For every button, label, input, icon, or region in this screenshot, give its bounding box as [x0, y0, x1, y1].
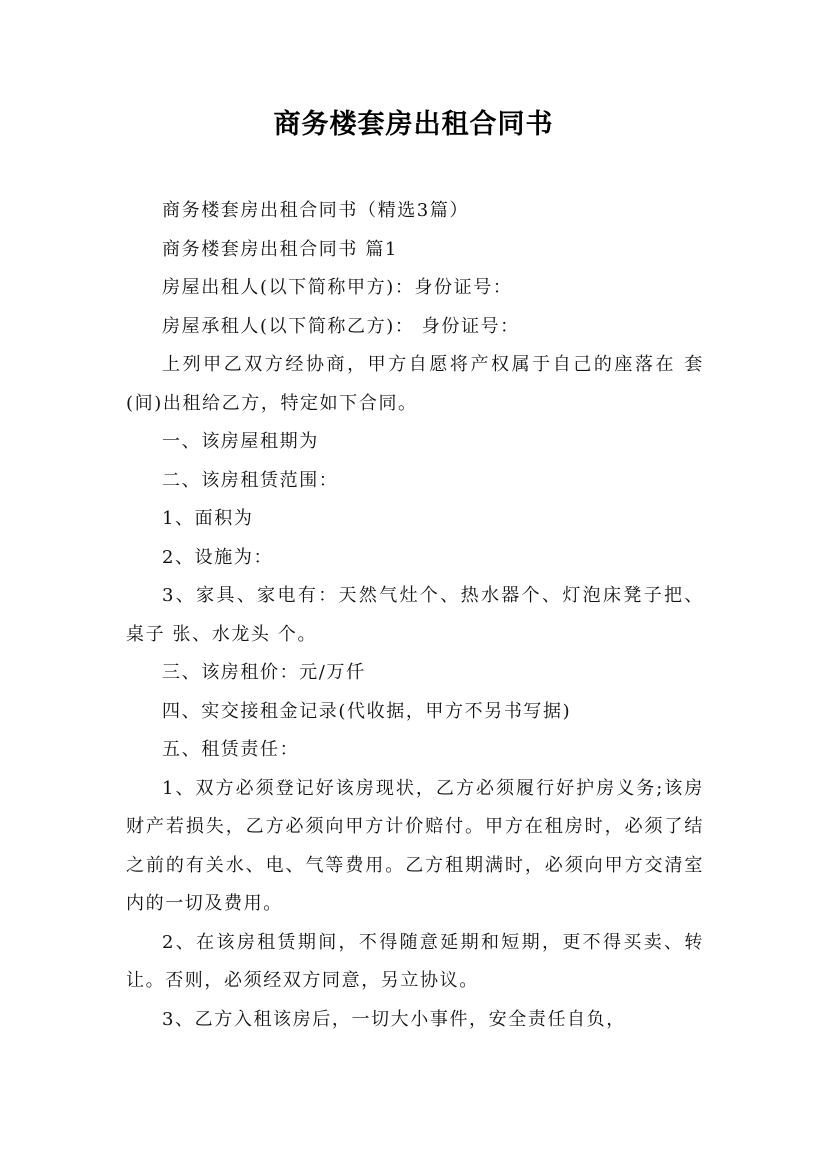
paragraph: 二、该房租赁范围：: [162, 469, 339, 491]
paragraph: 1、双方必须登记好该房现状，乙方必须履行好护房义务;该房财产若损失，乙方必须向甲方计价赔付。甲方在租房时，必须了结之前的有关水、电、气等费用。乙方租期满时，必须向甲方交清室内的一切及费用。: [126, 777, 704, 914]
paragraph: 2、在该房租赁期间，不得随意延期和短期，更不得买卖、转让。否则，必须经双方同意，另立协议。: [126, 931, 704, 991]
paragraph: 房屋出租人(以下简称甲方)：身份证号：: [162, 277, 513, 298]
paragraph: 2、设施为：: [162, 546, 274, 568]
paragraph: 商务楼套房出租合同书（精选3篇）: [162, 200, 470, 221]
paragraph: 三、该房租价：元/万仟: [162, 662, 366, 683]
paragraph: 四、实交接租金记录(代收据，甲方不另书写据): [162, 700, 572, 722]
paragraph: 商务楼套房出租合同书 篇1: [162, 238, 398, 260]
paragraph: 1、面积为: [162, 508, 254, 529]
document-body: [126, 192, 704, 1039]
paragraph: 五、租赁责任：: [162, 739, 300, 760]
paragraph: 房屋承租人(以下简称乙方)： 身份证号：: [162, 315, 520, 337]
paragraph: 3、家具、家电有：天然气灶个、热水器个、灯泡床凳子把、桌子 张、水龙头 个。: [126, 585, 704, 645]
paragraph: 上列甲乙双方经协商，甲方自愿将产权属于自己的座落在 套(间)出租给乙方，特定如下合同。: [126, 354, 704, 414]
paragraph: 3、乙方入租该房后，一切大小事件，安全责任自负，: [162, 1008, 626, 1030]
paragraph: 一、该房屋租期为: [162, 431, 319, 452]
document-title: 商务楼套房出租合同书: [273, 109, 554, 140]
